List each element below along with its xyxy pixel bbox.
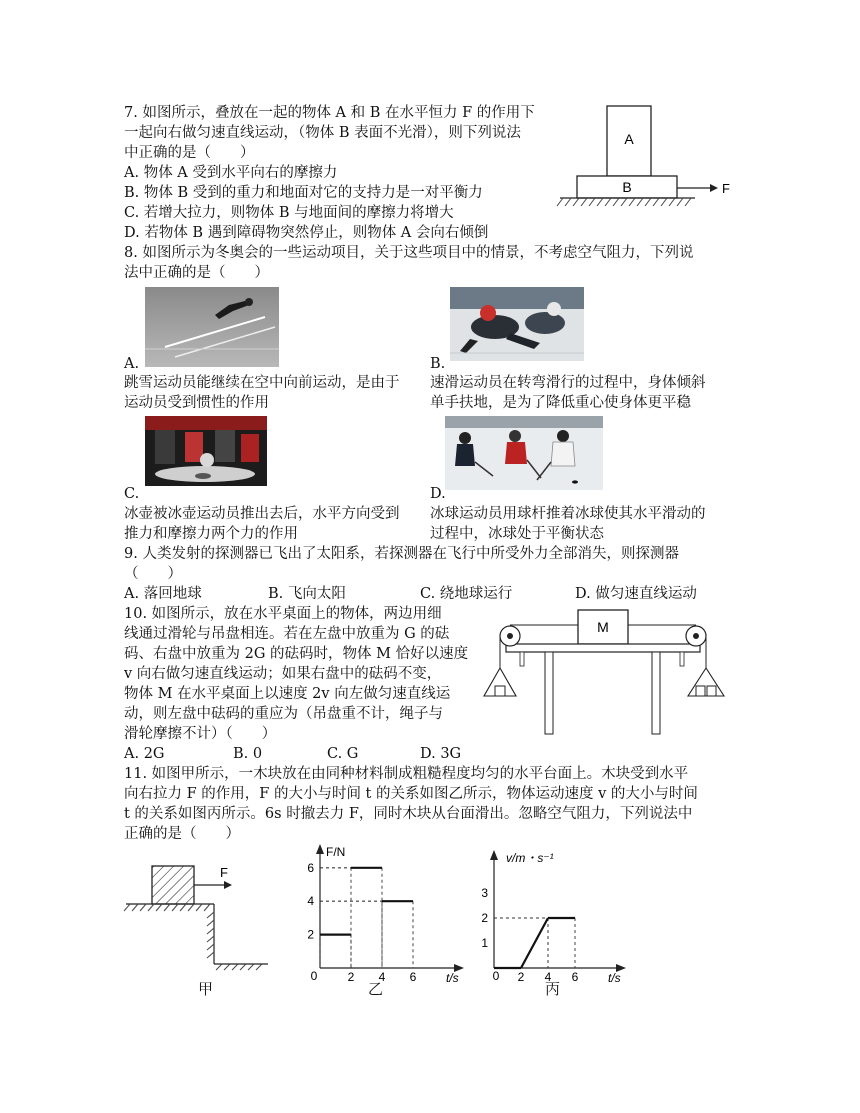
y-tick-label: 2	[481, 911, 488, 925]
q8-option-b-label: B.	[430, 356, 446, 372]
q7-line-3: 中正确的是（ ）	[124, 145, 255, 161]
q10-line-6: 动，则左盘中砝码的重应为（吊盘重不计，绳子与	[124, 706, 443, 722]
y-axis-label: F/N	[326, 845, 346, 859]
wooden-block	[152, 866, 194, 904]
x-axis-label: t/s	[608, 971, 621, 982]
block-a-label: A	[624, 131, 634, 147]
y-tick-label: 3	[481, 886, 488, 900]
fig-jia	[120, 860, 270, 972]
q10-option-c: C. G	[327, 746, 359, 762]
q8-option-a-line-1: 跳雪运动员能继续在空中向前运动，是由于	[124, 375, 400, 391]
arrow-head-icon	[710, 184, 718, 192]
q8-option-d-line-1: 冰球运动员用球杆推着冰球使其水平滑动的	[430, 506, 706, 522]
q8-line-1: 8. 如图所示为冬奥会的一些运动项目，关于这些项目中的情景，不考虑空气阻力，下列说	[124, 245, 694, 261]
q8-option-b-line-2: 单手扶地，是为了降低重心使身体更平稳	[430, 395, 691, 411]
q11-line-4: 正确的是（ ）	[124, 826, 240, 842]
y-tick-label: 1	[481, 936, 488, 950]
x-tick-label: 4	[544, 970, 552, 982]
q11-line-2: 向右拉力 F 的作用，F 的大小与时间 t 的关系如图乙所示，物体运动速度 v 的大小与时间	[124, 786, 698, 802]
arrow-head-icon	[224, 881, 232, 889]
q8-line-2: 法中正确的是（ ）	[124, 265, 269, 281]
y-axis-arrow-icon	[316, 844, 324, 854]
x-tick-label: 2	[347, 970, 355, 982]
q7-option-d: D. 若物体 B 遇到障碍物突然停止，则物体 A 会向右倾倒	[124, 225, 489, 241]
weight-right-2	[707, 686, 716, 696]
table-support-left	[520, 652, 524, 666]
surface-hatch	[124, 904, 262, 970]
q10-line-5: 物体 M 在水平桌面上以速度 2v 向左做匀速直线运	[124, 686, 451, 702]
q9-option-d: D. 做匀速直线运动	[575, 586, 697, 602]
q8-option-c-line-1: 冰壶被冰壶运动员推出去后，水平方向受到	[124, 506, 400, 522]
q10-line-7: 滑轮摩擦不计）（ ）	[124, 726, 277, 742]
pan-right	[688, 668, 724, 696]
speed-skating-photo	[450, 287, 584, 361]
q10-line-4: v 向右做匀速直线运动；如果右盘中的砝码不变，	[124, 666, 442, 682]
q10-line-3: 码、右盘中放重为 2G 的砝码时，物体 M 恰好以速度	[124, 646, 469, 662]
y-axis-label: v/m・s⁻¹	[506, 851, 554, 865]
q10-option-a: A. 2G	[124, 746, 165, 762]
origin-label: 0	[492, 969, 500, 982]
q8-option-d-line-2: 过程中，冰球处于平衡状态	[430, 526, 604, 542]
force-label: F	[722, 181, 730, 196]
fig-bing-chart	[470, 846, 630, 982]
q9-option-a: A. 落回地球	[124, 586, 202, 602]
fig-bing-caption: 丙	[545, 980, 561, 998]
tabletop-surface	[126, 904, 268, 964]
q7-figure	[555, 100, 735, 212]
q10-figure	[480, 606, 725, 740]
ground-hatch	[557, 198, 691, 206]
q8-option-c-line-2: 推力和摩擦力两个力的作用	[124, 526, 298, 542]
fig-yi-chart	[296, 842, 466, 982]
force-label: F	[220, 865, 228, 880]
q8-option-a-line-2: 运动员受到惯性的作用	[124, 395, 269, 411]
q9-line-2: （ ）	[124, 566, 182, 582]
q10-line-1: 10. 如图所示，放在水平桌面上的物体，两边用细	[124, 606, 442, 622]
ice-hockey-photo	[445, 416, 603, 490]
q7-line-2: 一起向右做匀速直线运动，（物体 B 表面不光滑），则下列说法	[124, 125, 521, 141]
x-tick-label: 6	[409, 970, 417, 982]
y-tick-label: 6	[307, 860, 314, 875]
weight-right-1	[696, 686, 705, 696]
q7-option-b: B. 物体 B 受到的重力和地面对它的支持力是一对平衡力	[124, 185, 483, 201]
q10-option-b: B. 0	[233, 746, 263, 762]
q10-line-2: 线通过滑轮与吊盘相连。若在左盘中放重为 G 的砝	[124, 626, 450, 642]
table-support-right	[680, 652, 684, 666]
x-tick-label: 4	[378, 970, 386, 982]
fig-yi-caption: 乙	[368, 980, 384, 998]
table-leg-left	[545, 652, 553, 734]
origin-label: 0	[310, 969, 318, 982]
y-tick-label: 2	[307, 927, 314, 942]
q11-line-3: t 的关系如图丙所示。6s 时撤去力 F，同时木块从台面滑出。忽略空气阻力，下列说法中	[124, 806, 693, 822]
q8-option-b-line-1: 速滑运动员在转弯滑行的过程中，身体倾斜	[430, 375, 706, 391]
q7-option-a: A. 物体 A 受到水平向右的摩擦力	[124, 165, 338, 181]
q7-line-1: 7. 如图所示，叠放在一起的物体 A 和 B 在水平恒力 F 的作用下	[124, 105, 535, 121]
q8-option-d-label: D.	[430, 486, 446, 502]
q11-line-1: 11. 如图甲所示，一木块放在由同种材料制成粗糙程度均匀的水平台面上。木块受到水平	[124, 766, 689, 782]
q9-option-b: B. 飞向太阳	[268, 586, 346, 602]
q7-option-c: C. 若增大拉力，则物体 B 与地面间的摩擦力将增大	[124, 205, 454, 221]
q9-option-c: C. 绕地球运行	[420, 586, 513, 602]
q8-option-a-label: A.	[124, 356, 140, 372]
x-axis-label: t/s	[446, 971, 459, 982]
ski-jump-photo	[145, 287, 279, 367]
x-tick-label: 6	[571, 970, 579, 982]
weight-left	[495, 686, 505, 696]
y-tick-label: 4	[307, 894, 314, 909]
q9-line-1: 9. 人类发射的探测器已飞出了太阳系，若探测器在飞行中所受外力全部消失，则探测器	[124, 546, 679, 562]
q8-option-c-label: C.	[124, 486, 140, 502]
block-m-label: M	[597, 619, 609, 635]
curling-photo	[145, 416, 267, 486]
y-axis-arrow-icon	[490, 850, 498, 860]
block-b-label: B	[622, 179, 632, 195]
fig-jia-caption: 甲	[198, 980, 214, 998]
data-segment-2	[521, 918, 548, 968]
tabletop	[506, 644, 700, 652]
x-tick-label: 2	[517, 970, 525, 982]
table-leg-right	[652, 652, 660, 734]
q10-option-d: D. 3G	[420, 746, 462, 762]
